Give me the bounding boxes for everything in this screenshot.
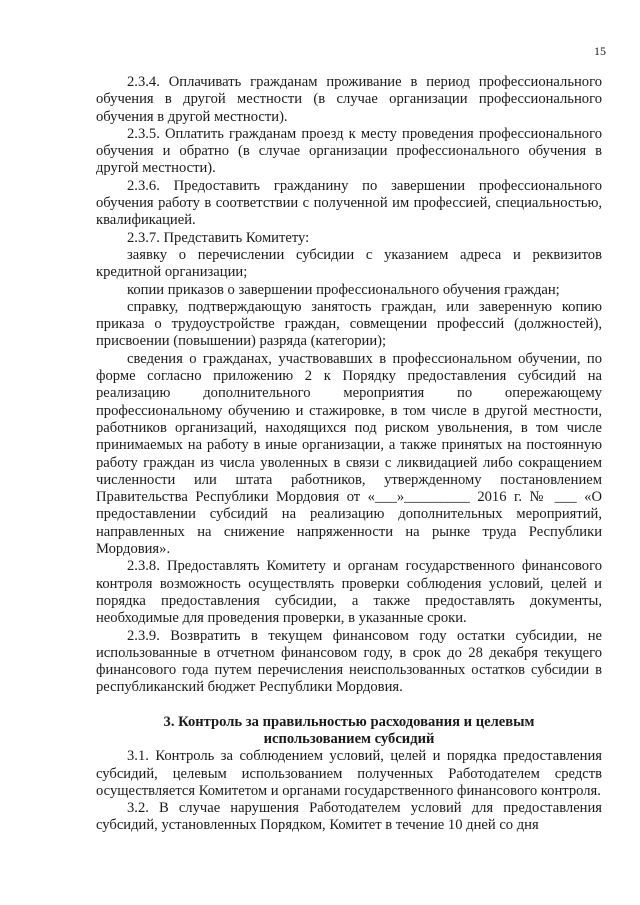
section-3-heading-line1: 3. Контроль за правильностью расходования и целевым <box>163 713 535 730</box>
list-item-citizens-info: сведения о гражданах, участвовавших в профессиональном обучении, по форме согласно приложению 2 к Порядку предоставления субсидий на реализацию дополнительного мероприятия по опережающему профессиональному обучению и стажировке, в том числе в другой местности, работников организаций, находящихся под риском увольнения, в том числе принимаемых на работу в иные организации, а также принятых на постоянную работу граждан из числа уволенных в связи с ликвидацией либо сокращением численности или штата работников, утвержденному постановлением Правительства Республики Мордовия от «___»_________ 2016 г. № ___ «О предоставлении субсидий на реализацию дополнительных мероприятий, направленных на снижение напряженности на рынке труда Республики Мордовия». <box>96 350 602 558</box>
section-3-heading-line2: использованием субсидий <box>263 730 435 747</box>
paragraph-2-3-6: 2.3.6. Предоставить гражданину по завершении профессионального обучения работу в соответствии с полученной им профессией, специальностью, квалификацией. <box>96 177 602 229</box>
paragraph-2-3-4: 2.3.4. Оплачивать гражданам проживание в период профессионального обучения в другой местности (в случае организации профессионального обучения в другой местности). <box>96 74 602 125</box>
paragraph-3-2: 3.2. В случае нарушения Работодателем условий для предоставления субсидий, установленных Порядком, Комитет в течение 10 дней со дня <box>96 800 602 834</box>
paragraph-2-3-5: 2.3.5. Оплатить гражданам проезд к месту проведения профессионального обучения и обратно (в случае организации профессионального обучения в другой местности). <box>96 125 602 177</box>
section-3-heading <box>96 714 602 749</box>
list-item-employment-certificate: справку, подтверждающую занятость граждан, или заверенную копию приказа о трудоустройстве граждан, совмещении профессий (должностей), присвоении (повышении) разряда (категории); <box>96 298 602 350</box>
paragraph-3-1: 3.1. Контроль за соблюдением условий, целей и порядка предоставления субсидий, целевым использованием полученных Работодателем средств осуществляется Комитетом и органами государственного финансового контроля. <box>96 748 602 799</box>
list-item-orders-copies: копии приказов о завершении профессионального обучения граждан; <box>127 281 560 298</box>
paragraph-2-3-9: 2.3.9. Возвратить в текущем финансовом году остатки субсидии, не использованные в отчетном финансовом году, в срок до 28 декабря текущего финансового года путем перечисления неиспользованных остатков субсидии в республиканский бюджет Республики Мордовия. <box>96 627 602 696</box>
list-item-application: заявку о перечислении субсидии с указанием адреса и реквизитов кредитной организации; <box>96 246 602 281</box>
paragraph-2-3-8: 2.3.8. Предоставлять Комитету и органам государственного финансового контроля возможность осуществлять проверки соблюдения условий, целей и порядка предоставления субсидии, а также предоставлять документы, необходимые для проведения проверки, в указанные сроки. <box>96 558 602 627</box>
page-number: 15 <box>594 44 606 58</box>
document-body <box>96 74 602 835</box>
paragraph-2-3-7: 2.3.7. Представить Комитету: <box>127 229 310 246</box>
